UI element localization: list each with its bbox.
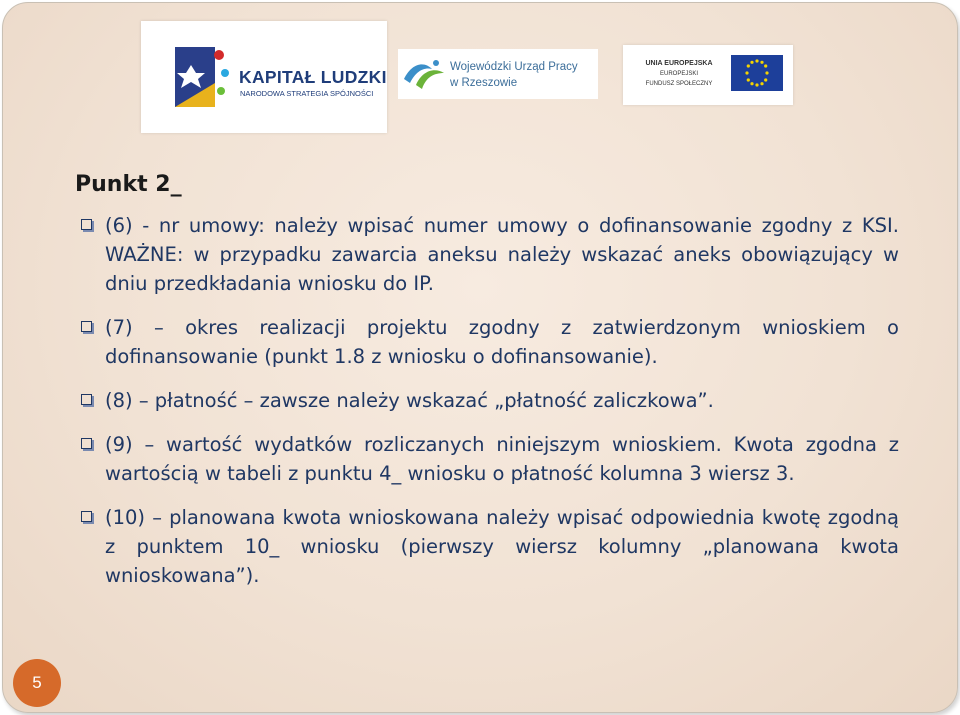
bullet-text: (8) – płatność – zawsze należy wskazać „płatność zaliczkowa”. (105, 389, 714, 412)
checkbox-bullet-icon (81, 219, 92, 230)
list-item (79, 503, 899, 590)
bullet-list (79, 211, 899, 590)
checkbox-bullet-icon (81, 321, 92, 332)
eu-logo-text (633, 59, 725, 89)
list-item (79, 430, 899, 488)
checkbox-bullet-icon (81, 511, 92, 522)
checkbox-bullet-icon (81, 394, 92, 405)
bullet-text: (10) – planowana kwota wnioskowana należy wpisać odpowiednia kwotę zgodną z punktem 10_ wniosku (pierwszy wiersz kolumny „planowana kwota wnioskowana”). (105, 506, 899, 587)
bullet-text: (9) – wartość wydatków rozliczanych niniejszym wnioskiem. Kwota zgodna z wartością w tabeli z punktu 4_ wniosku o płatność kolumna 3 wiersz 3. (105, 433, 899, 485)
bullet-text: (6) - nr umowy: należy wpisać numer umowy o dofinansowanie zgodny z KSI. WAŻNE: w przypadku zawarcia aneksu należy wskazać aneks obowiązujący w dniu przedkładania wniosku do IP. (105, 214, 899, 295)
list-item (79, 313, 899, 371)
eu-line1: UNIA EUROPEJSKA (645, 60, 713, 67)
eu-line3: FUNDUSZ SPOŁECZNY (645, 81, 713, 87)
slide-heading: Punkt 2_ (75, 172, 182, 197)
wup-name-line2: w Rzeszowie (450, 77, 518, 89)
eu-line2: EUROPEJSKI (659, 71, 698, 77)
eu-flag-icon (731, 55, 783, 91)
kapital-ludzki-emblem-icon (169, 43, 233, 111)
kapital-ludzki-subtitle: NARODOWA STRATEGIA SPÓJNOŚCI (240, 89, 374, 98)
kapital-ludzki-title: KAPITAŁ LUDZKI (239, 67, 387, 87)
bullet-text: (7) – okres realizacji projektu zgodny z zatwierdzonym wnioskiem o dofinansowanie (punkt 1.8 z wniosku o dofinansowanie). (105, 316, 899, 368)
list-item (79, 211, 899, 298)
kapital-ludzki-logo (141, 21, 387, 133)
wup-logo (398, 49, 598, 99)
list-item (79, 386, 899, 415)
wup-name-line1: Wojewódzki Urząd Pracy (450, 61, 578, 73)
page-number-badge: 5 (13, 659, 61, 707)
slide (2, 2, 958, 713)
checkbox-bullet-icon (81, 438, 92, 449)
wup-emblem-icon (402, 57, 446, 91)
eu-logo (623, 45, 793, 105)
